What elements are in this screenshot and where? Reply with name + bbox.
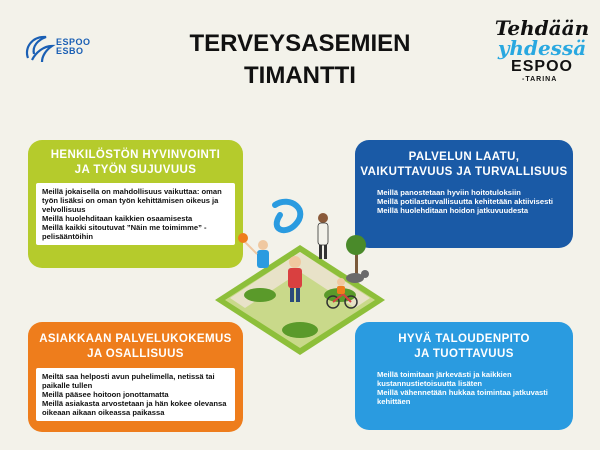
list-item: Meillä kaikki sitoutuvat ”Näin me toimimme” -pelisääntöihin [42,223,207,241]
heading-line1: HENKILÖSTÖN HYVINVOINTI [50,149,221,161]
list-item: Meillä asiakasta arvostetaan ja hän kokee olevansa oikeaan aikaan oikeassa paikassa [42,399,227,417]
list-item: Meillä toimitaan järkevästi ja kaikkien kustannustietoisuutta lisäten [377,370,512,388]
espoo-logo-line1: ESPOO [56,37,91,47]
tarina-logo-line4: -TARINA [522,76,558,83]
tarina-logo-line2: yhdessä [497,36,587,60]
list-item: Meillä pääsee hoitoon jonottamatta [42,390,169,399]
list-item: Meillä panostetaan hyviin hoitotuloksiin [377,188,521,197]
heading-line2: JA TYÖN SUJUVUUS [74,164,197,176]
page-title-line1: TERVEYSASEMIEN [189,30,411,57]
list-item: Meillä vähennetään hukkaa toimintaa jatkuvasti kehittäen [377,388,548,406]
page-title [150,28,450,92]
espoo-swirl-icon [22,32,56,66]
list-item: Meillä potilasturvallisuutta kehitetään aktiivisesti [377,197,553,206]
quadrant-list [36,368,235,421]
tarina-logo-line3: ESPOO [511,58,573,75]
quadrant-heading [355,150,573,180]
diamond-illustration [205,190,395,360]
heading-line1: HYVÄ TALOUDENPITO [398,333,530,345]
espoo-tarina-logo [492,18,592,98]
quadrant-list [377,370,561,406]
quadrant-heading [28,148,243,178]
person-with-balloon [238,233,269,268]
quadrant-list [377,188,561,215]
person-figure [318,213,328,259]
heading-line2: VAIKUTTAVUUS JA TURVALLISUUS [360,166,568,178]
list-item: Meillä huolehditaan hoidon jatkuvuudesta [377,206,529,215]
list-item: Meillä jokaisella on mahdollisuus vaikuttaa: oman työn lisäksi on oman työn kehittämisen oikeus ja velvollisuus [42,187,222,214]
swirl-shape [275,202,300,230]
espoo-logo-line2: ESBO [56,46,84,56]
tarina-logo-line1: Tehdään [494,16,590,40]
list-item: Meiltä saa helposti avun puhelimella, netissä tai paikalle tullen [42,372,215,390]
page-title-line2: TIMANTTI [244,62,356,89]
heading-line1: ASIAKKAAN PALVELUKOKEMUS [39,333,232,345]
heading-line1: PALVELUN LAATU, [408,151,520,163]
heading-line2: JA TUOTTAVUUS [414,348,514,360]
heading-line2: JA OSALLISUUS [87,348,184,360]
list-item: Meillä huolehditaan kaikkien osaamisesta [42,214,193,223]
espoo-logo [22,32,102,66]
